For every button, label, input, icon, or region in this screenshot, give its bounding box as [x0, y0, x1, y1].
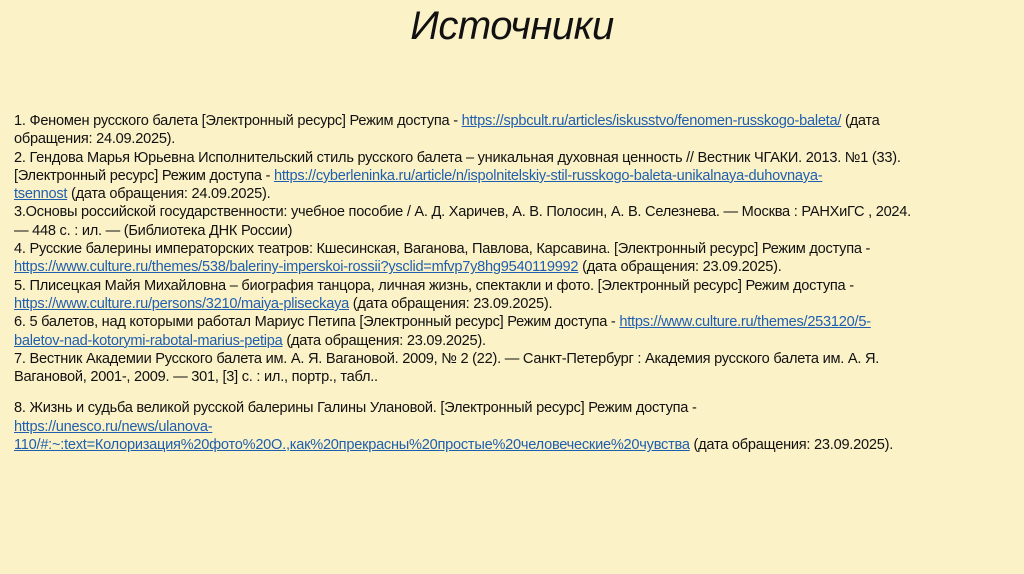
reference-text: (дата обращения: 23.09.2025).: [578, 259, 782, 276]
reference-text: 4. Русские балерины императорских театров: Кшесинская, Ваганова, Павлова, Карсавина. [Электронный ресурс] Режим доступа -: [14, 241, 871, 258]
reference-line: [14, 332, 1014, 350]
reference-text: [Электронный ресурс] Режим доступа -: [14, 167, 275, 184]
reference-link[interactable]: https://www.culture.ru/persons/3210/maiya-pliseckaya: [14, 295, 349, 312]
reference-link[interactable]: baletov-nad-kotorymi-rabotal-marius-petipa: [14, 332, 283, 349]
reference-text: (дата обращения: 24.09.2025).: [67, 186, 271, 203]
references-list: [14, 112, 1014, 454]
reference-text: обращения: 24.09.2025).: [14, 131, 176, 148]
reference-item: [14, 149, 1014, 204]
reference-line: [14, 436, 1014, 454]
reference-line: [14, 295, 1014, 313]
reference-line: [14, 203, 1014, 221]
reference-text: 8. Жизнь и судьба великой русской балерины Галины Улановой. [Электронный ресурс] Режим доступа -: [14, 400, 697, 417]
reference-text: 7. Вестник Академии Русского балета им. А. Я. Вагановой. 2009, № 2 (22). — Санкт-Петербург : Академия русского балета им. А. Я.: [14, 350, 880, 367]
reference-text: 2. Гендова Марья Юрьевна Исполнительский стиль русского балета – уникальная духовная ценность // Вестник ЧГАКИ. 2013. №1 (33).: [14, 149, 901, 166]
reference-text: 3.Основы российской государственности: учебное пособие / А. Д. Харичев, А. В. Полосин, А. В. Селезнева. — Москва : РАНХиГС , 2024.: [14, 204, 911, 221]
reference-item: [14, 112, 1014, 149]
reference-line: [14, 350, 1014, 368]
reference-item: [14, 240, 1014, 277]
reference-line: [14, 112, 1014, 130]
reference-line: [14, 399, 1014, 417]
reference-line: [14, 258, 1014, 276]
reference-text: (дата: [841, 113, 880, 129]
reference-line: [14, 222, 1014, 240]
reference-line: [14, 185, 1014, 203]
reference-line: [14, 418, 1014, 436]
reference-line: [14, 313, 1014, 331]
reference-link[interactable]: https://spbcult.ru/articles/iskusstvo/fenomen-russkogo-baleta/: [461, 113, 842, 129]
reference-link[interactable]: tsennost: [14, 186, 68, 203]
reference-link[interactable]: https://www.culture.ru/themes/538/baleriny-imperskoi-rossii?ysclid=mfvp7y8hg9540119992: [14, 259, 579, 276]
reference-text: — 448 с. : ил. — (Библиотека ДНК России): [14, 222, 293, 239]
reference-item: [14, 399, 1014, 454]
reference-link[interactable]: https://unesco.ru/news/ulanova-: [14, 418, 213, 435]
reference-line: [14, 130, 1014, 148]
reference-link[interactable]: https://cyberleninka.ru/article/n/ispolnitelskiy-stil-russkogo-baleta-unikalnaya-duhovnaya-: [274, 167, 823, 184]
reference-item: [14, 350, 1014, 387]
reference-line: [14, 240, 1014, 258]
reference-item: [14, 277, 1014, 314]
reference-item: [14, 203, 1014, 240]
reference-text: (дата обращения: 23.09.2025).: [689, 437, 893, 454]
reference-line: [14, 277, 1014, 295]
reference-text: 6. 5 балетов, над которыми работал Мариус Петипа [Электронный ресурс] Режим доступа -: [14, 314, 620, 331]
reference-link[interactable]: 110/#:~:text=Колоризация%20фото%20О.,как%20прекрасны%20простые%20человеческие%20чувства: [14, 437, 690, 454]
reference-link[interactable]: https://www.culture.ru/themes/253120/5-: [619, 314, 871, 331]
reference-line: [14, 149, 1014, 167]
reference-text: 1. Феномен русского балета [Электронный ресурс] Режим доступа -: [14, 113, 462, 129]
reference-text: (дата обращения: 23.09.2025).: [348, 295, 553, 312]
reference-text: 5. Плисецкая Майя Михайловна – биография танцора, личная жизнь, спектакли и фото. [Электронный ресурс] Режим доступа -: [14, 277, 854, 294]
reference-text: (дата обращения: 23.09.2025).: [282, 332, 486, 349]
slide-title: Источники: [410, 4, 614, 48]
reference-item: [14, 313, 1014, 350]
reference-line: [14, 368, 1014, 386]
reference-line: [14, 167, 1014, 185]
reference-text: Вагановой, 2001-, 2009. — 301, [3] с. : ил., портр., табл..: [14, 369, 378, 386]
